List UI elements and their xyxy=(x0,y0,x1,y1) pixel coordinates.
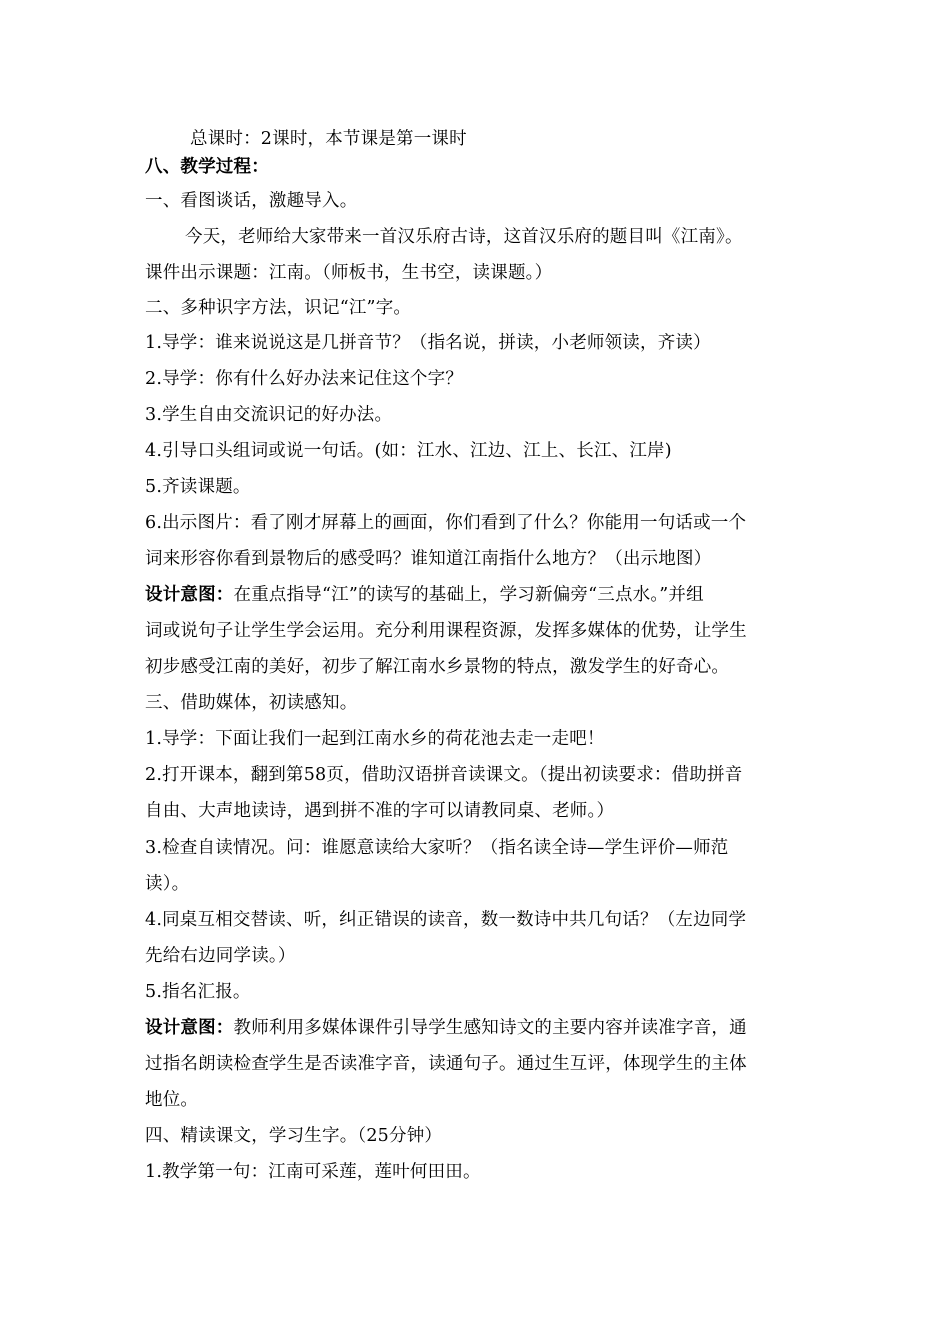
paragraph-line: 地位。 xyxy=(145,1090,199,1110)
list-item: 4.同桌互相交替读、听，纠正错误的读音，数一数诗中共几句话？（左边同学 xyxy=(145,910,747,930)
step-heading-3: 三、借助媒体，初读感知。 xyxy=(145,693,358,713)
list-item: 1.导学：谁来说说这是几拼音节？（指名说，拼读，小老师领读，齐读） xyxy=(145,333,711,353)
list-item: 3.检查自读情况。问：谁愿意读给大家听？（指名读全诗—学生评价—师范 xyxy=(145,838,729,858)
design-intent-label: 设计意图： xyxy=(145,1018,234,1038)
section-heading-teaching-process: 八、教学过程： xyxy=(145,157,269,177)
list-item: 2.导学：你有什么好办法来记住这个字？ xyxy=(145,369,463,389)
list-item: 3.学生自由交流识记的好办法。 xyxy=(145,405,393,425)
list-item-continued: 词来形容你看到景物后的感受吗？谁知道江南指什么地方？（出示地图） xyxy=(145,549,712,569)
step-heading-4: 四、精读课文，学习生字。（25分钟） xyxy=(145,1126,443,1146)
paragraph-line: 今天，老师给大家带来一首汉乐府古诗，这首汉乐府的题目叫《江南》。 xyxy=(185,227,743,247)
step-heading-2: 二、多种识字方法，识记“江”字。 xyxy=(145,298,412,318)
list-item: 6.出示图片：看了刚才屏幕上的画面，你们看到了什么？你能用一句话或一个 xyxy=(145,513,747,533)
list-item: 1.教学第一句：江南可采莲，莲叶何田田。 xyxy=(145,1162,481,1182)
paragraph-line: 课件出示课题：江南。（师板书，生书空，读课题。） xyxy=(145,263,553,283)
design-intent-text: 教师利用多媒体课件引导学生感知诗文的主要内容并读准字音，通 xyxy=(233,1018,747,1038)
list-item-continued: 先给右边同学读。） xyxy=(145,946,296,966)
design-intent-text: 在重点指导“江”的读写的基础上，学习新偏旁“三点水。”并组 xyxy=(233,585,704,605)
list-item: 2.打开课本，翻到第58页，借助汉语拼音读课文。（提出初读要求：借助拼音 xyxy=(145,765,743,785)
list-item: 5.齐读课题。 xyxy=(145,477,251,497)
list-item: 1.导学：下面让我们一起到江南水乡的荷花池去走一走吧！ xyxy=(145,729,605,749)
total-class-hours: 总课时：2课时，本节课是第一课时 xyxy=(190,129,467,149)
list-item: 5.指名汇报。 xyxy=(145,982,251,1002)
design-intent-line xyxy=(145,1016,825,1040)
design-intent-label: 设计意图： xyxy=(145,585,234,605)
list-item: 4.引导口头组词或说一句话。(如：江水、江边、江上、长江、江岸) xyxy=(145,441,672,461)
paragraph-line: 词或说句子让学生学会运用。充分利用课程资源，发挥多媒体的优势，让学生 xyxy=(145,621,747,641)
list-item-continued: 读）。 xyxy=(145,874,190,894)
step-heading-1: 一、看图谈话，激趣导入。 xyxy=(145,191,358,211)
list-item-continued: 自由、大声地读诗，遇到拼不准的字可以请教同桌、老师。） xyxy=(145,801,615,821)
paragraph-line: 初步感受江南的美好，初步了解江南水乡景物的特点，激发学生的好奇心。 xyxy=(145,657,730,677)
design-intent-line xyxy=(145,583,825,607)
paragraph-line: 过指名朗读检查学生是否读准字音，读通句子。通过生互评，体现学生的主体 xyxy=(145,1054,747,1074)
